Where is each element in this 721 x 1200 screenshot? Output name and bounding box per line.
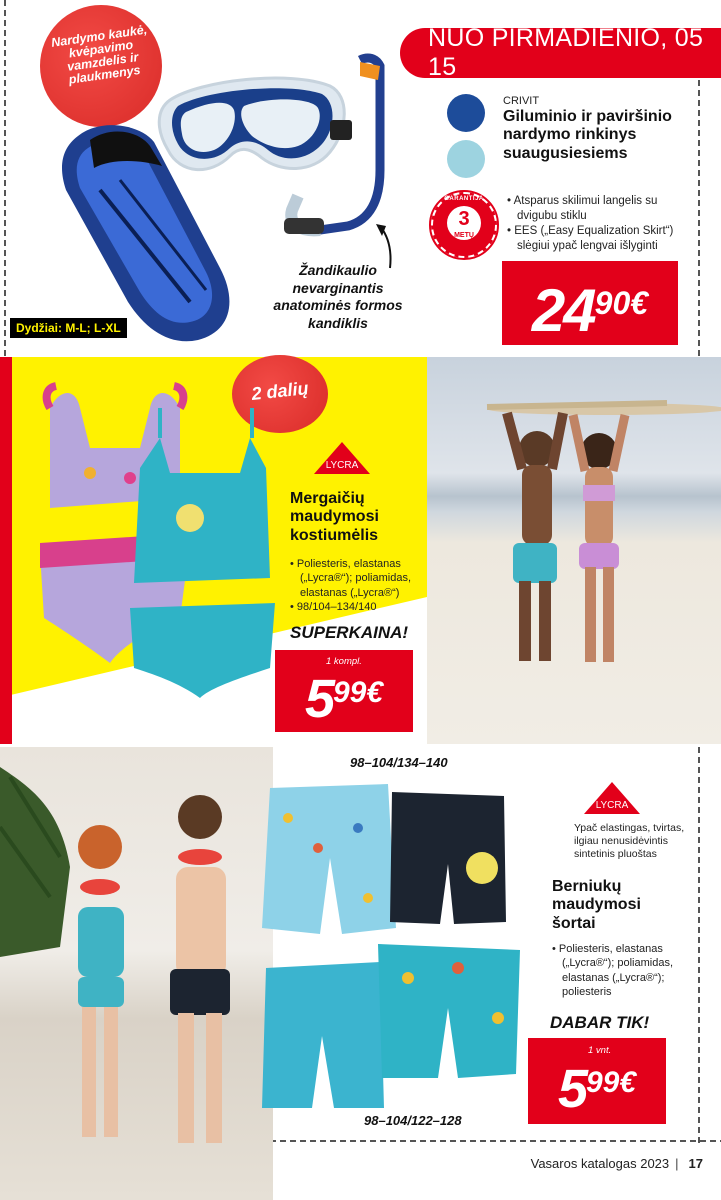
- snorkel-price-main: 24: [531, 277, 595, 344]
- color-swatch-light-blue: [447, 140, 485, 178]
- svg-text:LYCRA: LYCRA: [595, 800, 629, 811]
- page-number: 17: [688, 1156, 703, 1171]
- boys-lycra-logo: [582, 780, 642, 816]
- beach-kids-illustration: [427, 357, 721, 744]
- girls-price-main: 5: [304, 669, 333, 729]
- girls-bullets: [290, 557, 425, 614]
- snorkel-price-box: [502, 261, 678, 345]
- boys-price-cents: 99€: [585, 1066, 637, 1099]
- page-footer: Vasaros katalogas 2023 | 17: [530, 1156, 703, 1171]
- boys-bullets: [552, 942, 692, 999]
- boys-shorts-image: [258, 778, 526, 1108]
- boys-sale-banner: DABAR TIK!: [550, 1013, 650, 1032]
- girls-sale-banner: SUPERKAINA!: [290, 623, 409, 642]
- lycra-logo: [312, 440, 372, 476]
- red-side-stripe: [0, 357, 12, 744]
- bullet-item: • Poliesteris, elastanas („Lycra®“); poliamidas, elastanas („Lycra®“): [290, 558, 411, 599]
- boys-title: Berniukų maudymosi šortai: [552, 878, 641, 932]
- girls-swimsuits-image: [30, 378, 280, 698]
- color-swatch-dark-blue: [447, 94, 485, 132]
- guarantee-label: GARANTIJA: [444, 196, 484, 202]
- bullet-item: • Poliesteris, elastanas („Lycra®“); poliamidas, elastanas („Lycra®“); poliesteris: [552, 943, 673, 998]
- brand-name: CRIVIT: [503, 95, 540, 107]
- feature-badge-text: Nardymo kaukė, kvėpavimo vamzdelis ir plaukmenys: [50, 22, 148, 88]
- lycra-description: Ypač elastingas, tvirtas, ilgiau nenusidėvintis sintetinis pluoštas: [574, 822, 685, 861]
- bullet-item: • 98/104–134/140: [290, 600, 377, 613]
- dashed-border-right: [698, 80, 700, 360]
- size-badge: Dydžiai: M-L; L-XL: [10, 318, 127, 338]
- boys-price-main: 5: [557, 1059, 586, 1119]
- dashed-border-left: [4, 0, 6, 360]
- beach-watermelon-photo: [0, 747, 273, 1200]
- watermelon-kids-illustration: [0, 747, 273, 1200]
- mouthpiece-callout: Žandikaulio nevarginantis anatominės formos kandiklis: [273, 262, 403, 331]
- girls-title: Mergaičių maudymosi kostiumėlis: [290, 490, 379, 544]
- date-banner: NUO PIRMADIENIO, 05 15: [400, 28, 721, 78]
- boys-size-bottom: 98–104/122–128: [364, 1113, 462, 1128]
- girls-badge-text: 2 dalių: [250, 378, 310, 404]
- snorkel-bullets: [507, 194, 692, 254]
- dashed-border-right-bottom: [698, 747, 700, 1147]
- girls-price-cents: 99€: [332, 676, 384, 709]
- boys-size-top: 98–104/134–140: [350, 755, 448, 770]
- snorkel-price-cents: 90€: [594, 285, 649, 321]
- catalog-name: Vasaros katalogas 2023: [530, 1156, 670, 1171]
- beach-kids-photo: [427, 357, 721, 744]
- guarantee-seal: [431, 192, 497, 258]
- guarantee-years: 3: [447, 206, 481, 240]
- boys-unit: 1 vnt.: [588, 1045, 612, 1056]
- svg-text:LYCRA: LYCRA: [325, 460, 359, 471]
- girls-unit: 1 kompl.: [326, 656, 362, 667]
- bullet-item: • EES („Easy Equalization Skirt“) slėgiui ypač lengvai išlyginti: [507, 224, 674, 252]
- snorkel-title: Giluminio ir paviršinio nardymo rinkinys suaugusiesiems: [503, 108, 672, 162]
- guarantee-unit: METŲ: [454, 232, 474, 239]
- bullet-item: • Atsparus skilimui langelis su dvigubu stiklu: [507, 195, 658, 222]
